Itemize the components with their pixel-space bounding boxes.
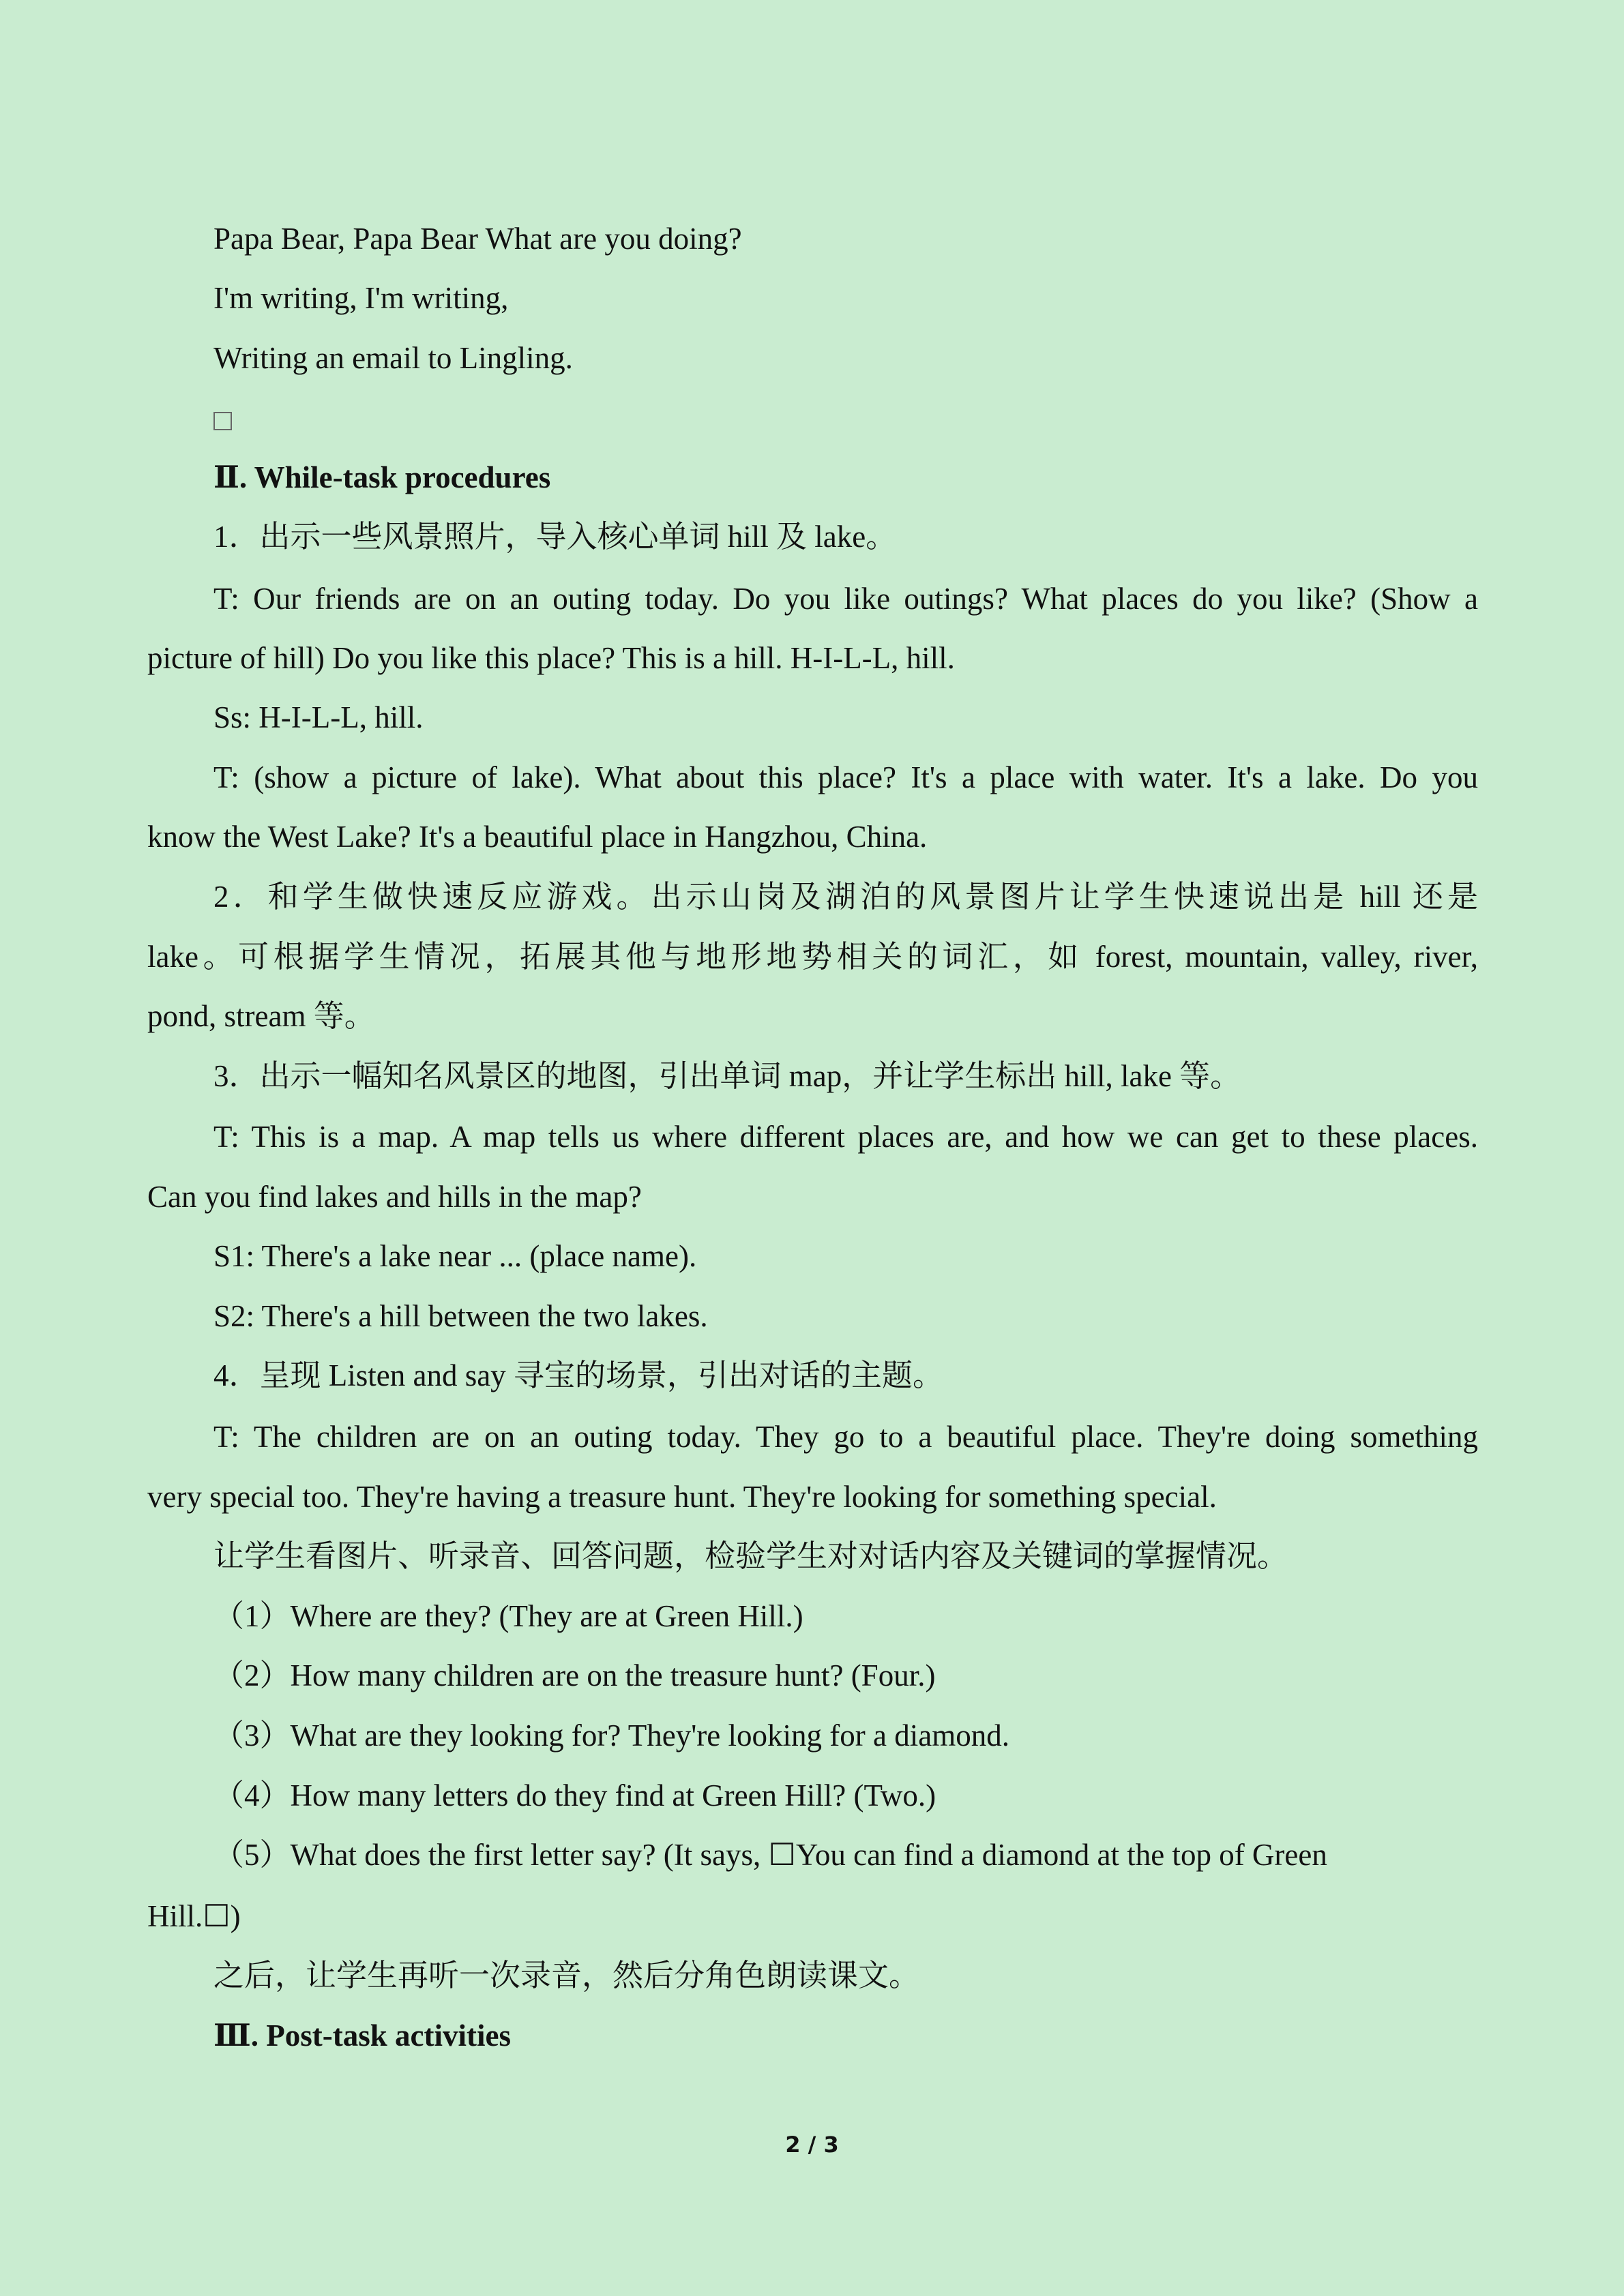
- dialogue-line: Ss: H-I-L-L, hill.: [213, 700, 424, 734]
- dialogue-line-cont: very special too. They're having a treasure hunt. They're looking for something special.: [147, 1480, 1217, 1514]
- question-1: （1）Where are they? (They are at Green Hill.): [213, 1599, 803, 1633]
- song-line-1: Papa Bear, Papa Bear What are you doing?: [213, 222, 742, 256]
- dialogue-line: T: The children are on an outing today. They go to a beautiful place. They're doing something: [213, 1420, 1478, 1454]
- dialogue-line-cont: know the West Lake? It's a beautiful place in Hangzhou, China.: [147, 820, 928, 854]
- dialogue-line-cont: Can you find lakes and hills in the map?: [147, 1180, 642, 1214]
- dialogue-line-cont: picture of hill) Do you like this place? This is a hill. H-I-L-L, hill.: [147, 641, 955, 675]
- step-2-cont: lake。可根据学生情况，拓展其他与地形地势相关的词汇，如 forest, mountain, valley, river,: [147, 940, 1478, 974]
- instruction-line: 之后，让学生再听一次录音，然后分角色朗读课文。: [213, 1958, 920, 1993]
- empty-box-icon: [213, 398, 232, 438]
- song-line-2: I'm writing, I'm writing,: [213, 281, 509, 315]
- step-2: 2．和学生做快速反应游戏。出示山岗及湖泊的风景图片让学生快速说出是 hill 还是: [213, 880, 1478, 914]
- instruction-line: 让学生看图片、听录音、回答问题，检验学生对对话内容及关键词的掌握情况。: [213, 1539, 1288, 1573]
- dialogue-line: S2: There's a hill between the two lakes.: [213, 1299, 708, 1333]
- question-5: （5）What does the first letter say? (It says, ☐You can find a diamond at the top of Green: [213, 1838, 1327, 1872]
- song-line-3: Writing an email to Lingling.: [213, 341, 573, 375]
- section-heading-post-task: Ⅲ. Post-task activities: [213, 2018, 511, 2053]
- dialogue-line: T: (show a picture of lake). What about this place? It's a place with water. It's a lake. Do you: [213, 760, 1478, 794]
- step-4: 4．呈现 Listen and say 寻宝的场景，引出对话的主题。: [213, 1358, 943, 1392]
- step-1: 1．出示一些风景照片，导入核心单词 hill 及 lake。: [213, 520, 897, 554]
- dialogue-line: T: Our friends are on an outing today. Do you like outings? What places do you like? (Show a: [213, 582, 1478, 616]
- dialogue-line: T: This is a map. A map tells us where different places are, and how we can get to these places.: [213, 1120, 1478, 1154]
- section-heading-while-task: Ⅱ. While-task procedures: [213, 460, 551, 494]
- question-5-cont: Hill.☐): [147, 1899, 241, 1933]
- placeholder-box-icon: [213, 412, 232, 430]
- dialogue-line: S1: There's a lake near ... (place name).: [213, 1239, 697, 1273]
- question-4: （4）How many letters do they find at Green Hill? (Two.): [213, 1778, 936, 1813]
- page-number: 2 / 3: [785, 2132, 839, 2158]
- step-2-cont: pond, stream 等。: [147, 999, 375, 1033]
- question-3: （3）What are they looking for? They're looking for a diamond.: [213, 1718, 1009, 1753]
- question-2: （2）How many children are on the treasure hunt? (Four.): [213, 1658, 936, 1693]
- step-3: 3．出示一幅知名风景区的地图，引出单词 map，并让学生标出 hill, lake 等。: [213, 1059, 1241, 1093]
